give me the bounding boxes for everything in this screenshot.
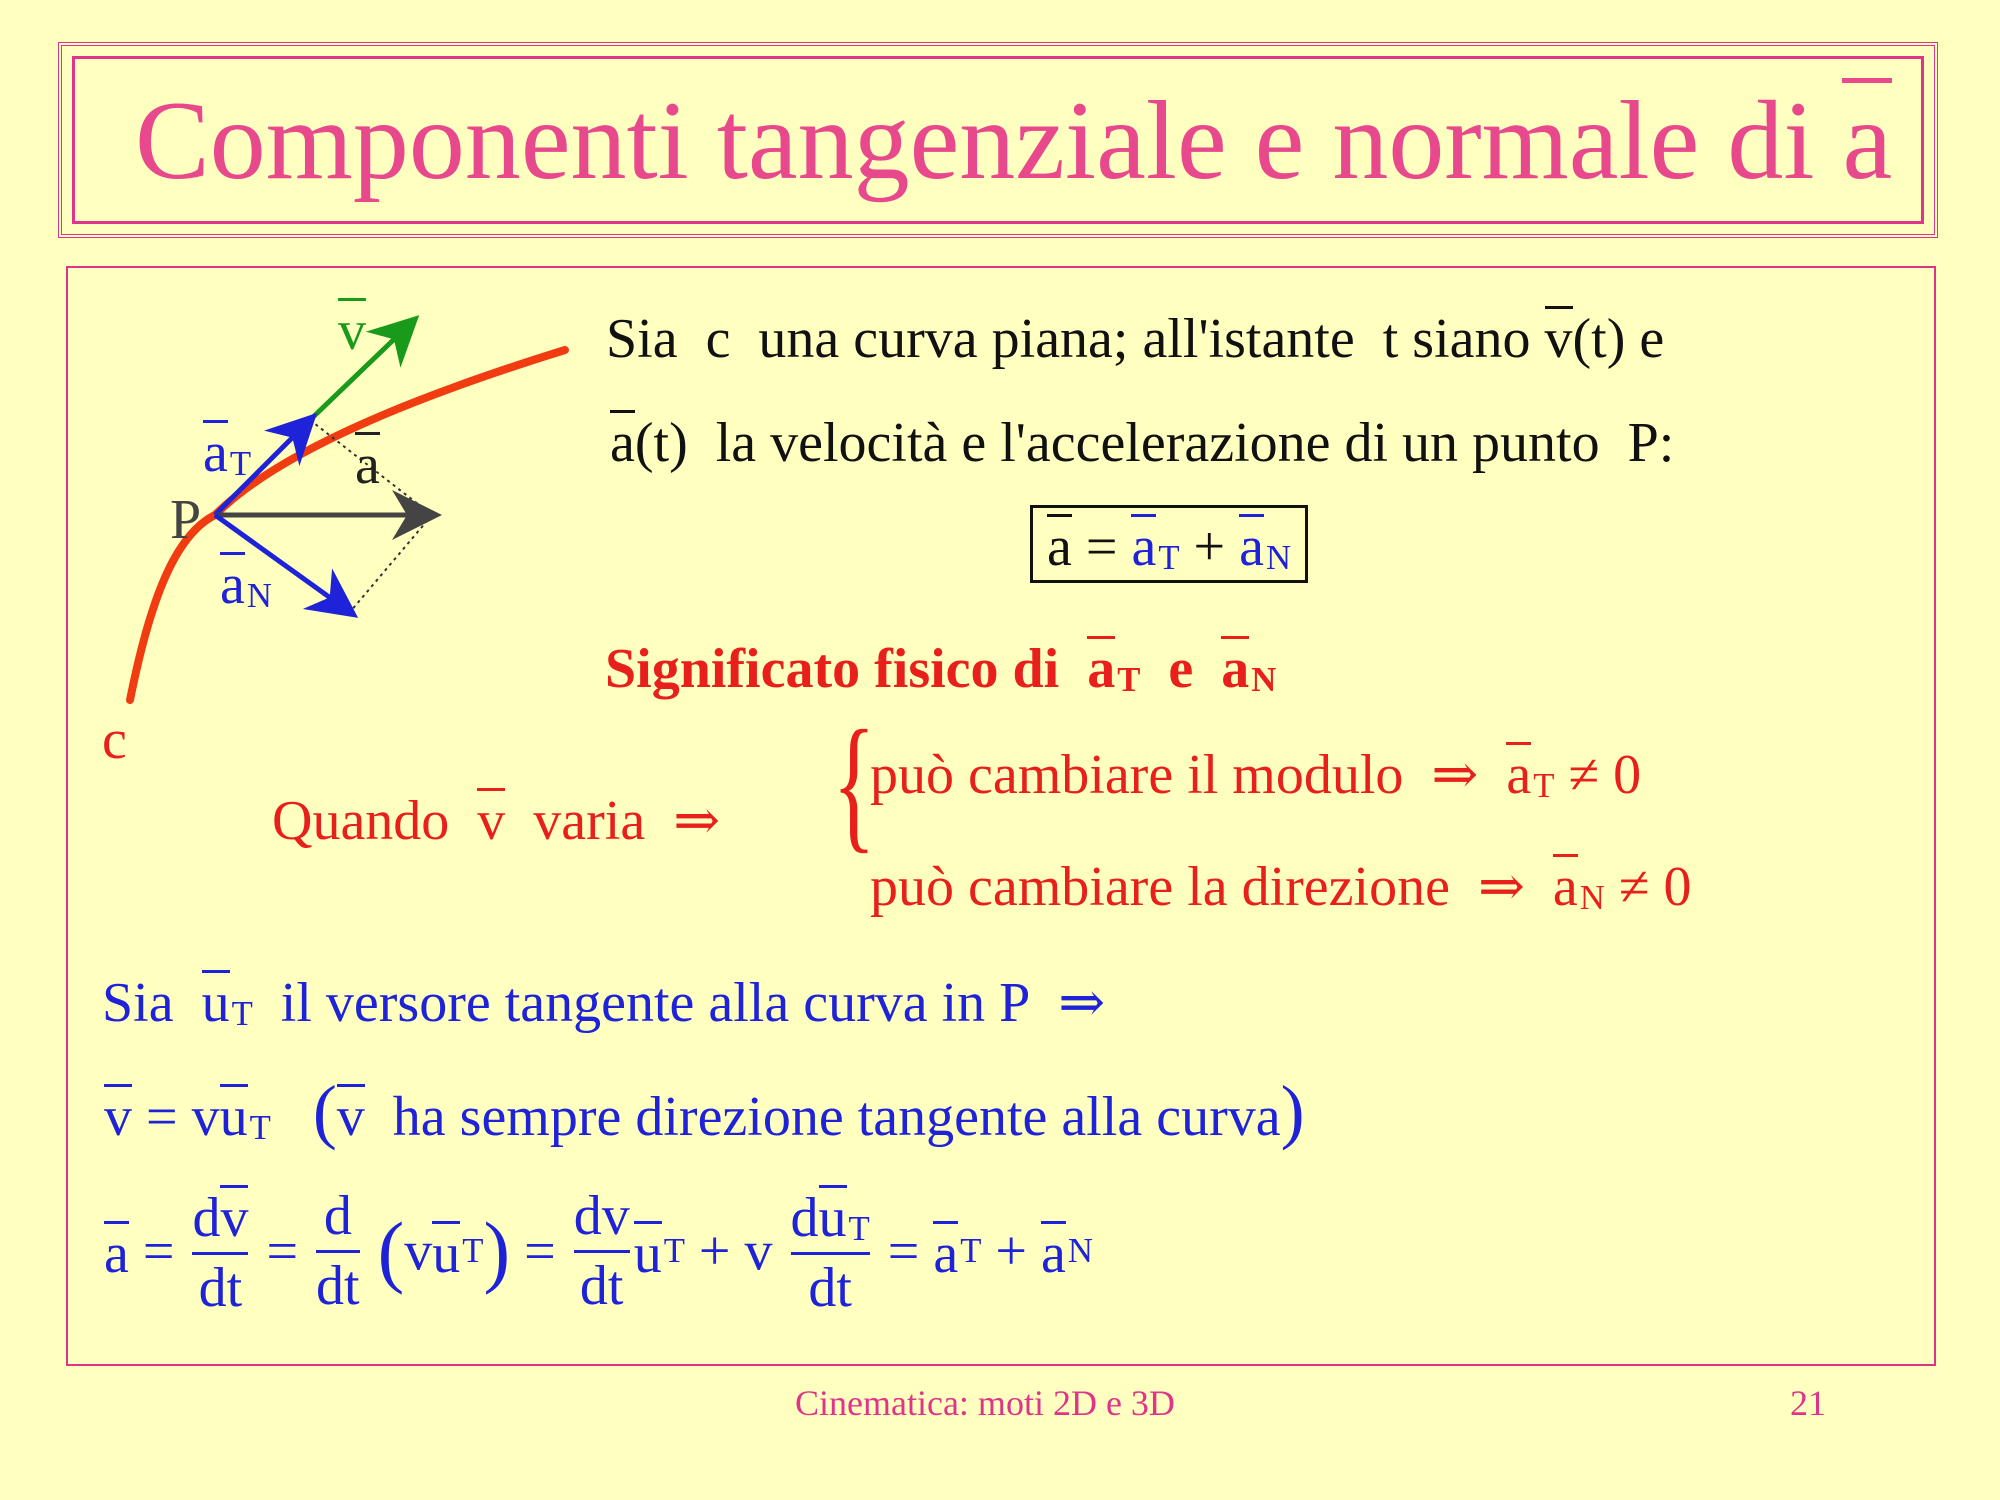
fraction-dv-dt: $\frac{dv}{dt}$ bbox=[192, 1187, 249, 1319]
label-aT: aT bbox=[203, 422, 252, 484]
title-vector-a: a bbox=[1842, 79, 1893, 203]
velocity-equation: v = vuT (v ha sempre direzione tangente alla curva) bbox=[104, 1071, 1305, 1151]
significato-heading: Significato fisico di aT e aN bbox=[605, 638, 1277, 700]
case-modulo: può cambiare il modulo ⇒ aT ≠ 0 bbox=[870, 744, 1642, 806]
cases-brace: { bbox=[832, 700, 876, 866]
fraction-dv-scalar-dt: $\frac{dv}{dt}$ bbox=[573, 1185, 630, 1317]
footer-text: Cinematica: moti 2D e 3D bbox=[795, 1383, 1175, 1423]
case-direzione: può cambiare la direzione ⇒ aN ≠ 0 bbox=[870, 856, 1692, 918]
label-c: c bbox=[102, 709, 127, 771]
versore-line: Sia uT il versore tangente alla curva in P ⇒ bbox=[102, 972, 1106, 1034]
label-P: P bbox=[170, 489, 202, 551]
intro-line-1: Sia c una curva piana; all'istante t siano v(t) e bbox=[606, 308, 1665, 370]
boxed-equation: a = aT + aN bbox=[1030, 505, 1308, 583]
acceleration-equation: a = $\frac{dv}{dt}$ = $\frac{d}{dt}$ (vuT) = $\frac{dv}{dt}$ uT + v $\frac{\text{duT}}{dt}$ = aT + aN bbox=[104, 1185, 1093, 1319]
fraction-d-dt: $\frac{d}{dt}$ bbox=[316, 1185, 360, 1317]
quando-statement: Quando v varia ⇒ bbox=[272, 790, 721, 852]
fraction-duT-dt: $\frac{\text{duT}}{dt}$ bbox=[790, 1187, 870, 1319]
label-v: v bbox=[338, 300, 366, 362]
label-a: a bbox=[355, 434, 380, 496]
page-number: 21 bbox=[1790, 1383, 1826, 1423]
kinematics-diagram bbox=[0, 0, 600, 800]
title-text: Componenti tangenziale e normale di bbox=[135, 79, 1815, 203]
intro-line-2: a(t) la velocità e l'accelerazione di un punto P: bbox=[610, 412, 1675, 474]
dotted-line-2 bbox=[350, 515, 432, 612]
label-aN: aN bbox=[220, 554, 272, 616]
